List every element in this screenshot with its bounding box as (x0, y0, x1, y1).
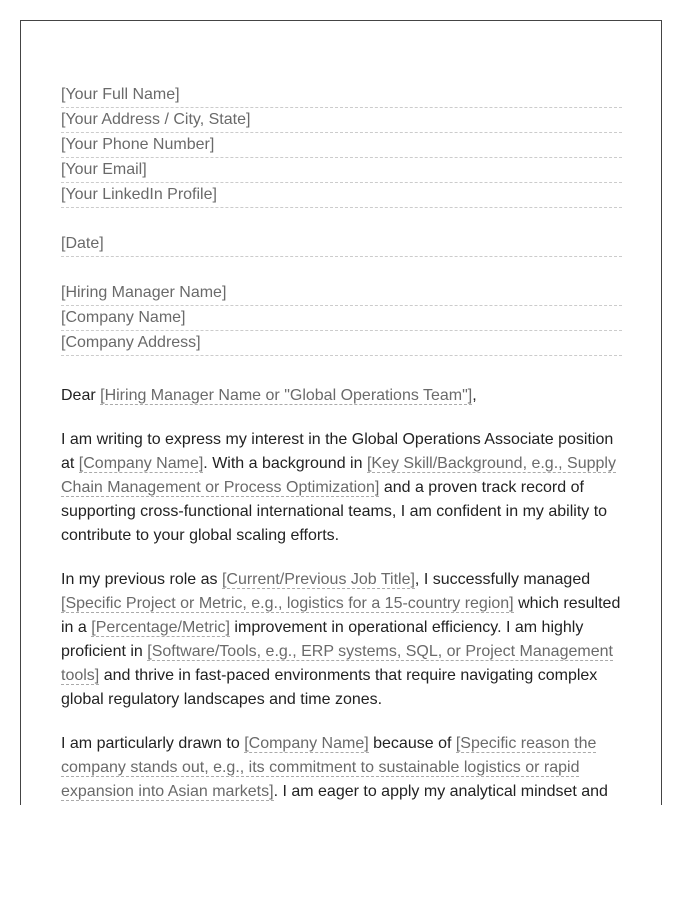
paragraph-text: In my previous role as (61, 571, 222, 588)
body-paragraph-1 (61, 428, 622, 548)
software-tools-placeholder[interactable]: [Software/Tools, e.g., ERP systems, SQL, or Project Management tools] (61, 643, 613, 684)
salutation-name-placeholder[interactable]: [Hiring Manager Name or "Global Operations Team"] (100, 387, 473, 404)
linkedin-field[interactable]: [Your LinkedIn Profile] (61, 183, 622, 208)
email-field[interactable]: [Your Email] (61, 158, 622, 183)
body-paragraph-3 (61, 732, 622, 804)
paragraph-text: and a proven track record of supporting cross-functional international teams, I am confident in my ability to contribute to your global scaling efforts. (61, 479, 608, 544)
company-address-field[interactable]: [Company Address] (61, 331, 622, 356)
hiring-manager-field[interactable]: [Hiring Manager Name] (61, 281, 622, 306)
paragraph-text: I am particularly drawn to (61, 735, 245, 752)
salutation-suffix: , (472, 387, 477, 404)
paragraph-text: . With a background in (203, 455, 367, 472)
paragraph-text: I am writing to express my interest in the Global Operations Associate position at (61, 431, 614, 472)
paragraph-text: improvement in operational efficiency. I am highly proficient in (61, 619, 584, 660)
paragraph-text: because of (368, 735, 456, 752)
paragraph-text: , I successfully managed (414, 571, 591, 588)
paragraph-text: . I am eager to apply my analytical mindset and (273, 783, 608, 800)
full-name-field[interactable]: [Your Full Name] (61, 83, 622, 108)
key-skill-placeholder[interactable]: [Key Skill/Background, e.g., Supply Chain Management or Process Optimization] (61, 455, 616, 496)
salutation-prefix: Dear (61, 387, 101, 404)
specific-reason-placeholder[interactable]: [Specific reason the company stands out, e.g., its commitment to sustainable logistics or rapid expansion into Asian markets] (61, 735, 597, 800)
company-name-placeholder[interactable]: [Company Name] (78, 455, 204, 472)
company-name-field[interactable]: [Company Name] (61, 306, 622, 331)
letter-content (61, 83, 622, 804)
address-field[interactable]: [Your Address / City, State] (61, 108, 622, 133)
spacer (61, 208, 622, 232)
salutation (61, 384, 622, 408)
job-title-placeholder[interactable]: [Current/Previous Job Title] (221, 571, 415, 588)
paragraph-text: and thrive in fast-paced environments that require navigating complex global regulatory landscapes and time zones. (61, 667, 598, 708)
body-paragraph-2 (61, 568, 622, 712)
date-field[interactable]: [Date] (61, 232, 622, 257)
phone-field[interactable]: [Your Phone Number] (61, 133, 622, 158)
percentage-metric-placeholder[interactable]: [Percentage/Metric] (91, 619, 230, 636)
paragraph-text: which resulted in a (61, 595, 621, 636)
company-name-placeholder[interactable]: [Company Name] (244, 735, 369, 752)
spacer (61, 257, 622, 281)
project-metric-placeholder[interactable]: [Specific Project or Metric, e.g., logistics for a 15-country region] (61, 595, 514, 612)
document-page (20, 20, 662, 805)
